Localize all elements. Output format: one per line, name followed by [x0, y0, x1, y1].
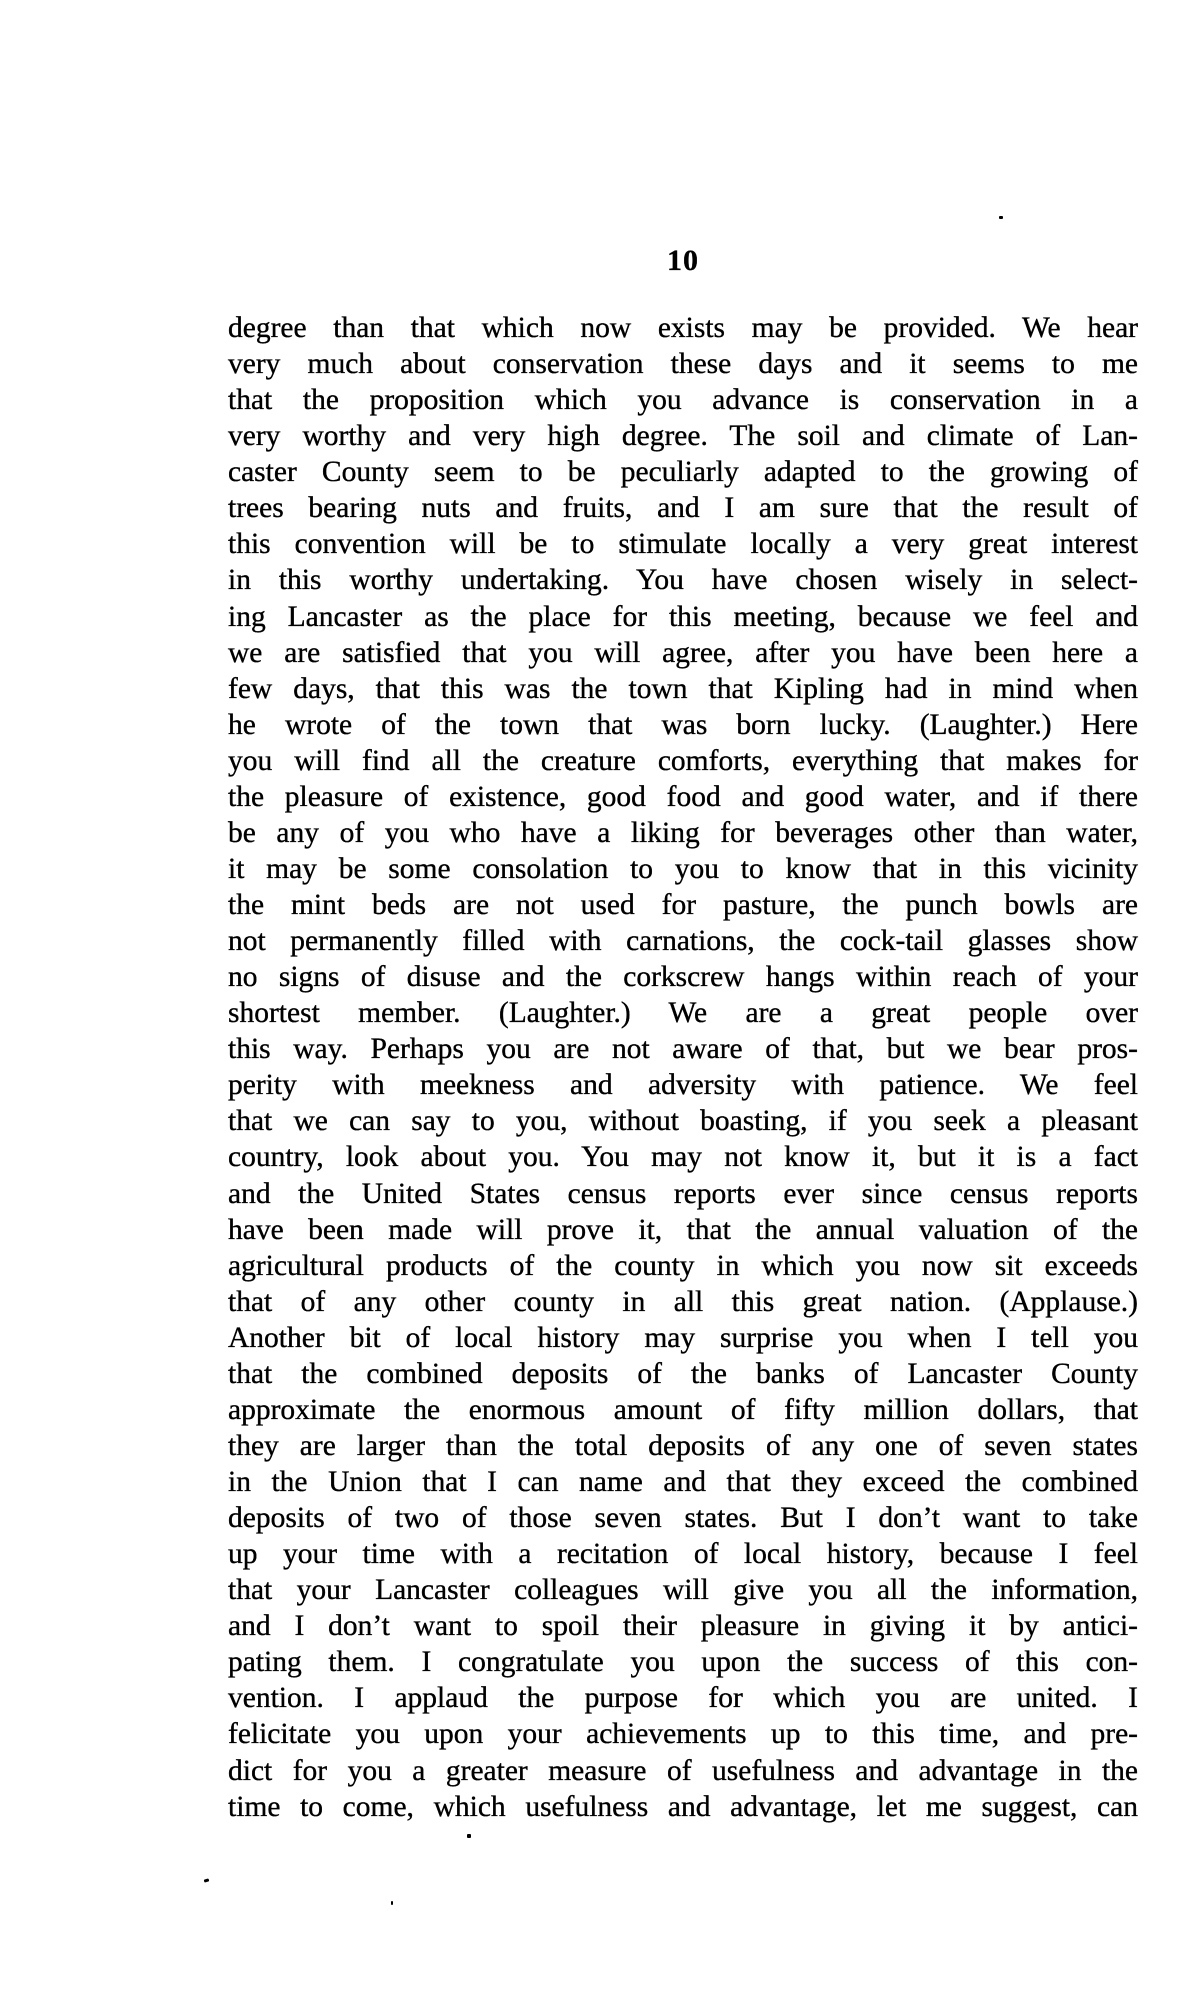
text-line: time to come, which usefulness and advantage, let me suggest, can	[228, 1790, 1138, 1823]
scan-speck	[204, 1878, 210, 1882]
scan-speck	[467, 1834, 471, 1838]
text-line: up your time with a recitation of local history, because I feel	[228, 1538, 1138, 1571]
text-line: degree than that which now exists may be provided. We hear	[228, 312, 1138, 344]
text-line: deposits of two of those seven states. But I don’t want to take	[228, 1502, 1138, 1535]
text-line: that your Lancaster colleagues will give you all the information,	[228, 1574, 1138, 1607]
text-line: that the proposition which you advance is conservation in a	[228, 384, 1138, 417]
text-line: felicitate you upon your achievements up to this time, and pre-	[228, 1718, 1138, 1751]
text-line: trees bearing nuts and fruits, and I am sure that the result of	[228, 492, 1138, 525]
text-line: pating them. I congratulate you upon the success of this con-	[228, 1646, 1138, 1679]
text-line: and the United States census reports ever since census reports	[228, 1177, 1138, 1210]
text-line: have been made will prove it, that the annual valuation of the	[228, 1213, 1138, 1246]
page-number: 10	[667, 244, 699, 277]
text-line: we are satisfied that you will agree, after you have been here a	[228, 636, 1138, 669]
text-line: the mint beds are not used for pasture, the punch bowls are	[228, 889, 1138, 921]
text-line: and I don’t want to spoil their pleasure in giving it by antici-	[228, 1610, 1138, 1643]
text-line: vention. I applaud the purpose for which you are united. I	[228, 1682, 1138, 1715]
text-line: perity with meekness and adversity with patience. We feel	[228, 1069, 1138, 1102]
text-line: Another bit of local history may surprise you when I tell you	[228, 1321, 1138, 1354]
text-column	[228, 310, 1138, 1825]
text-line: it may be some consolation to you to know that in this vicinity	[228, 852, 1138, 885]
text-line: the pleasure of existence, good food and good water, and if there	[228, 780, 1138, 813]
text-line: very much about conservation these days and it seems to me	[228, 348, 1138, 381]
text-line: that we can say to you, without boasting, if you seek a pleasant	[228, 1105, 1138, 1138]
text-line: you will find all the creature comforts, everything that makes for	[228, 744, 1138, 777]
text-line: this way. Perhaps you are not aware of that, but we bear pros-	[228, 1033, 1138, 1066]
text-line: be any of you who have a liking for beverages other than water,	[228, 816, 1138, 849]
text-line: this convention will be to stimulate locally a very great interest	[228, 528, 1138, 561]
text-line: that of any other county in all this great nation. (Applause.)	[228, 1285, 1138, 1318]
text-line: approximate the enormous amount of fifty million dollars, that	[228, 1393, 1138, 1426]
scan-speck	[391, 1901, 393, 1905]
text-line: caster County seem to be peculiarly adapted to the growing of	[228, 456, 1138, 489]
text-line: dict for you a greater measure of usefulness and advantage in the	[228, 1754, 1138, 1787]
text-line: shortest member. (Laughter.) We are a great people over	[228, 997, 1138, 1030]
text-line: no signs of disuse and the corkscrew hangs within reach of your	[228, 961, 1138, 994]
text-line: very worthy and very high degree. The soil and climate of Lan-	[228, 420, 1138, 453]
scan-speck	[999, 216, 1003, 219]
text-line: in this worthy undertaking. You have chosen wisely in select-	[228, 564, 1138, 597]
text-line: agricultural products of the county in which you now sit exceeds	[228, 1249, 1138, 1282]
text-line: that the combined deposits of the banks of Lancaster County	[228, 1357, 1138, 1390]
text-line: he wrote of the town that was born lucky. (Laughter.) Here	[228, 708, 1138, 741]
text-line: not permanently filled with carnations, the cock-tail glasses show	[228, 925, 1138, 958]
text-line: few days, that this was the town that Kipling had in mind when	[228, 672, 1138, 705]
text-line: country, look about you. You may not know it, but it is a fact	[228, 1141, 1138, 1174]
text-line: ing Lancaster as the place for this meeting, because we feel and	[228, 600, 1138, 633]
text-line: in the Union that I can name and that they exceed the combined	[228, 1466, 1138, 1498]
text-line: they are larger than the total deposits of any one of seven states	[228, 1429, 1138, 1462]
